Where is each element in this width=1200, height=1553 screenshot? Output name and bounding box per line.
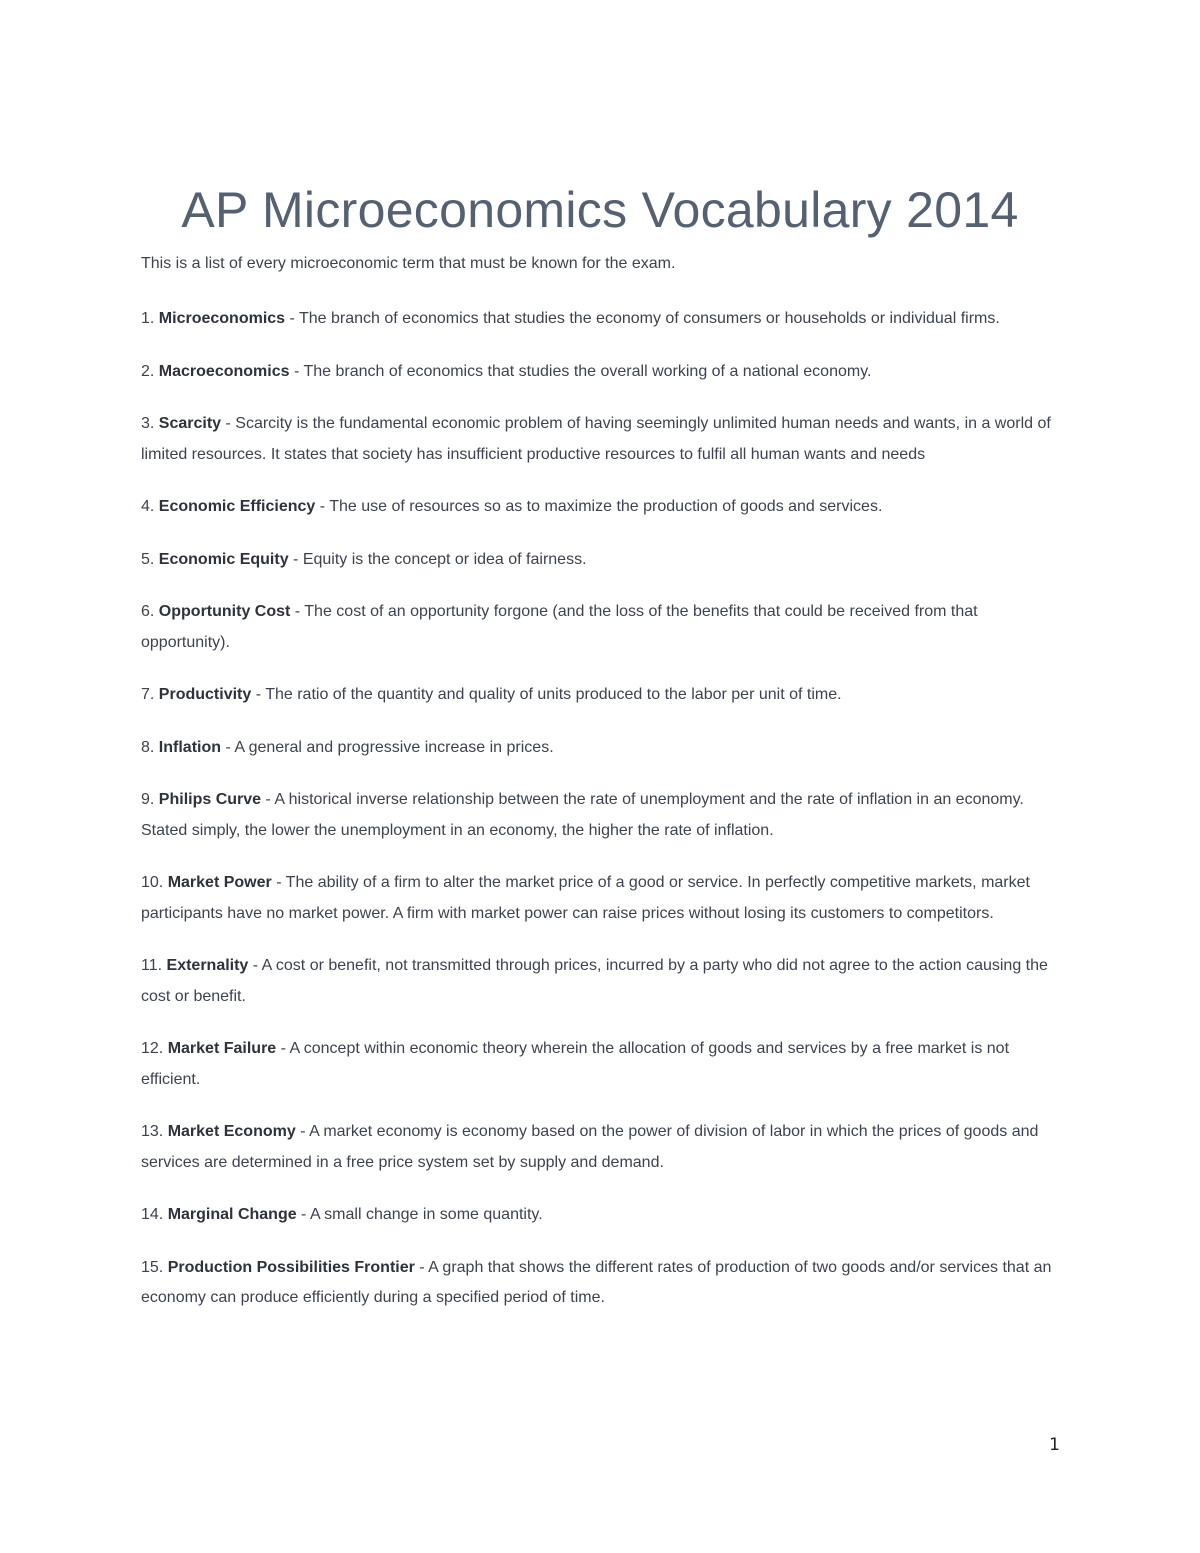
term-definition: - Scarcity is the fundamental economic problem of having seemingly unlimited human needs and wants, in a world of limited resources. It states that society has insufficient productive resources to fulfil all human wants and needs [141,415,1051,463]
term-word: Market Failure [167,1040,277,1057]
term-word: Externality [166,957,249,974]
term-definition: - The branch of economics that studies the economy of consumers or households or individual firms. [285,310,1000,327]
term-definition: - A graph that shows the different rates of production of two goods and/or services that an economy can produce efficiently during a specified period of time. [141,1258,1052,1306]
item-number: 10. [141,874,164,891]
term-definition: - A historical inverse relationship between the rate of unemployment and the rate of inflation in an economy. Stated simply, the lower the unemployment in an economy, the higher the rate of inflation. [141,791,1024,839]
term-word: Market Economy [167,1123,296,1140]
term-definition: - A cost or benefit, not transmitted through prices, incurred by a party who did not agree to the action causing the cost or benefit. [141,957,1048,1005]
term-definition: - The cost of an opportunity forgone (and the loss of the benefits that could be received from that opportunity). [141,603,978,651]
term-word: Philips Curve [158,791,262,808]
vocabulary-item [141,1117,1061,1178]
item-number: 2. [141,362,155,380]
item-number: 9. [141,791,155,808]
term-word: Productivity [158,686,252,703]
item-number: 8. [141,738,155,756]
term-word: Economic Equity [158,550,289,568]
vocabulary-item [141,785,1061,846]
term-definition: - The ratio of the quantity and quality of units produced to the labor per unit of time. [251,686,842,703]
term-word: Scarcity [158,415,222,432]
item-number: 13. [141,1123,164,1140]
item-number: 6. [141,603,155,620]
term-word: Inflation [158,738,222,756]
term-definition: - The use of resources so as to maximize the production of goods and services. [315,498,883,515]
term-word: Market Power [167,874,272,891]
vocabulary-item [141,1253,1061,1314]
item-number: 14. [141,1206,164,1223]
term-definition: - Equity is the concept or idea of fairness. [288,550,587,568]
vocabulary-item [141,733,1061,764]
term-word: Macroeconomics [158,362,290,380]
term-definition: - A market economy is economy based on the power of division of labor in which the prices of goods and services are determined in a free price system set by supply and demand. [141,1123,1039,1171]
item-number: 7. [141,686,155,703]
vocabulary-item [141,951,1061,1012]
vocabulary-item [141,597,1061,658]
vocabulary-item [141,1200,1061,1231]
intro-text: This is a list of every microeconomic term that must be known for the exam. [141,255,676,272]
vocabulary-item [141,304,1061,335]
term-word: Opportunity Cost [158,603,291,620]
item-number: 15. [141,1258,164,1276]
vocabulary-item [141,492,1061,523]
vocabulary-item [141,868,1061,929]
term-definition: - A concept within economic theory wherein the allocation of goods and services by a free market is not efficient. [141,1040,1010,1088]
term-definition: - The ability of a firm to alter the market price of a good or service. In perfectly competitive markets, market participants have no market power. A firm with market power can raise prices without losing its customers to competitors. [141,874,1030,922]
term-word: Marginal Change [167,1206,297,1223]
item-number: 11. [141,957,163,974]
vocabulary-item [141,357,1061,388]
vocabulary-item [141,680,1061,711]
term-word: Economic Efficiency [158,498,316,515]
item-number: 5. [141,550,155,568]
term-word: Microeconomics [158,310,286,327]
vocabulary-item [141,545,1061,576]
item-number: 1. [141,310,155,327]
term-definition: - A small change in some quantity. [296,1206,543,1223]
vocabulary-item [141,1034,1061,1095]
term-definition: - A general and progressive increase in prices. [221,738,554,756]
vocabulary-item [141,409,1061,470]
vocabulary-list [141,304,1061,1336]
term-definition: - The branch of economics that studies the overall working of a national economy. [289,362,872,380]
document-title: AP Microeconomics Vocabulary 2014 [181,182,1019,238]
item-number: 4. [141,498,155,515]
page-number: 1 [1049,1435,1060,1455]
item-number: 3. [141,415,155,432]
term-word: Production Possibilities Frontier [167,1258,415,1276]
item-number: 12. [141,1040,164,1057]
